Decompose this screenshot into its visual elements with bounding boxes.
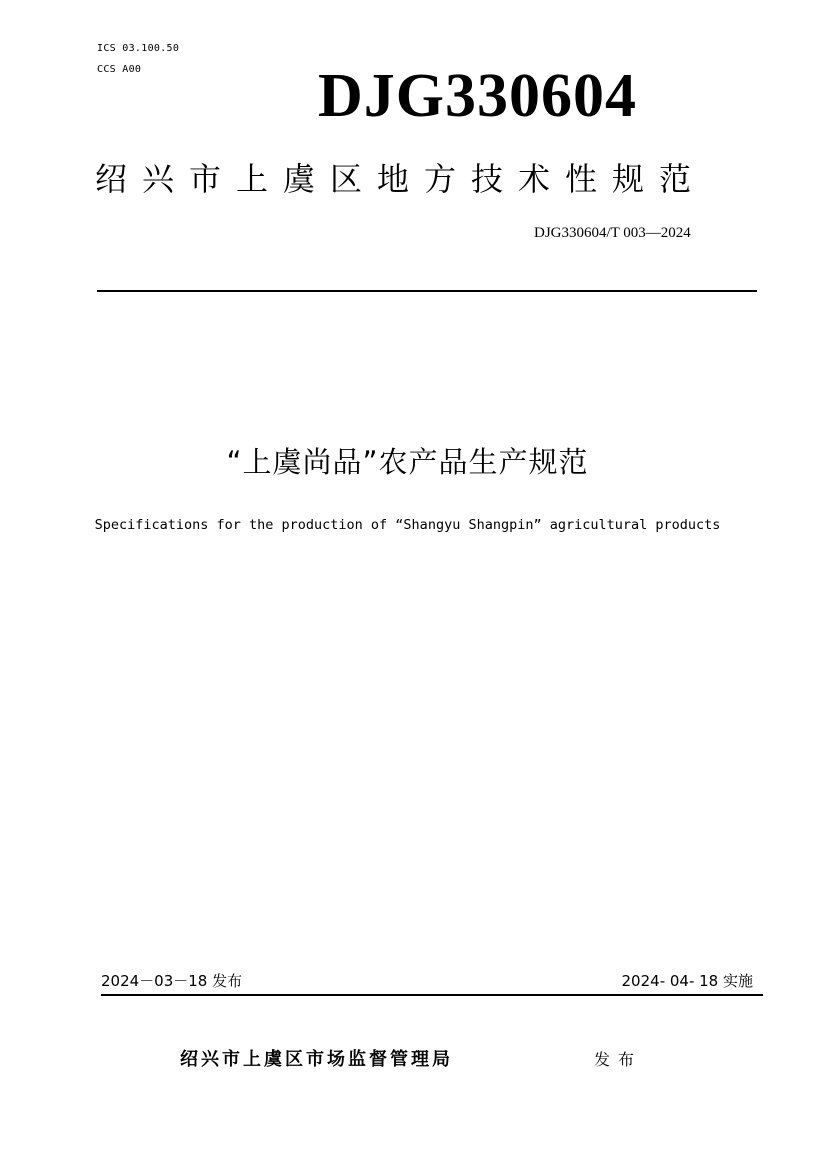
issuing-authority: 绍兴市上虞区市场监督管理局 <box>180 1049 453 1070</box>
specification-type-title: 绍兴市上虞区地方技术性规范 <box>95 160 707 198</box>
issue-label: 发布 <box>594 1050 643 1069</box>
standard-number: DJG330604/T 003—2024 <box>534 225 691 241</box>
bottom-divider <box>101 994 763 996</box>
publish-date: 2024－03－18 发布 <box>101 972 243 990</box>
standard-series-code: DJG330604 <box>318 62 637 130</box>
document-title-chinese: “上虞尚品”农产品生产规范 <box>226 445 589 479</box>
top-divider <box>97 290 757 292</box>
ics-code: ICS 03.100.50 <box>97 43 180 54</box>
implementation-date: 2024- 04- 18 实施 <box>621 972 753 990</box>
document-title-english: Specifications for the production of “Shangyu Shangpin” agricultural products <box>94 517 721 533</box>
ccs-code: CCS A00 <box>97 64 142 75</box>
